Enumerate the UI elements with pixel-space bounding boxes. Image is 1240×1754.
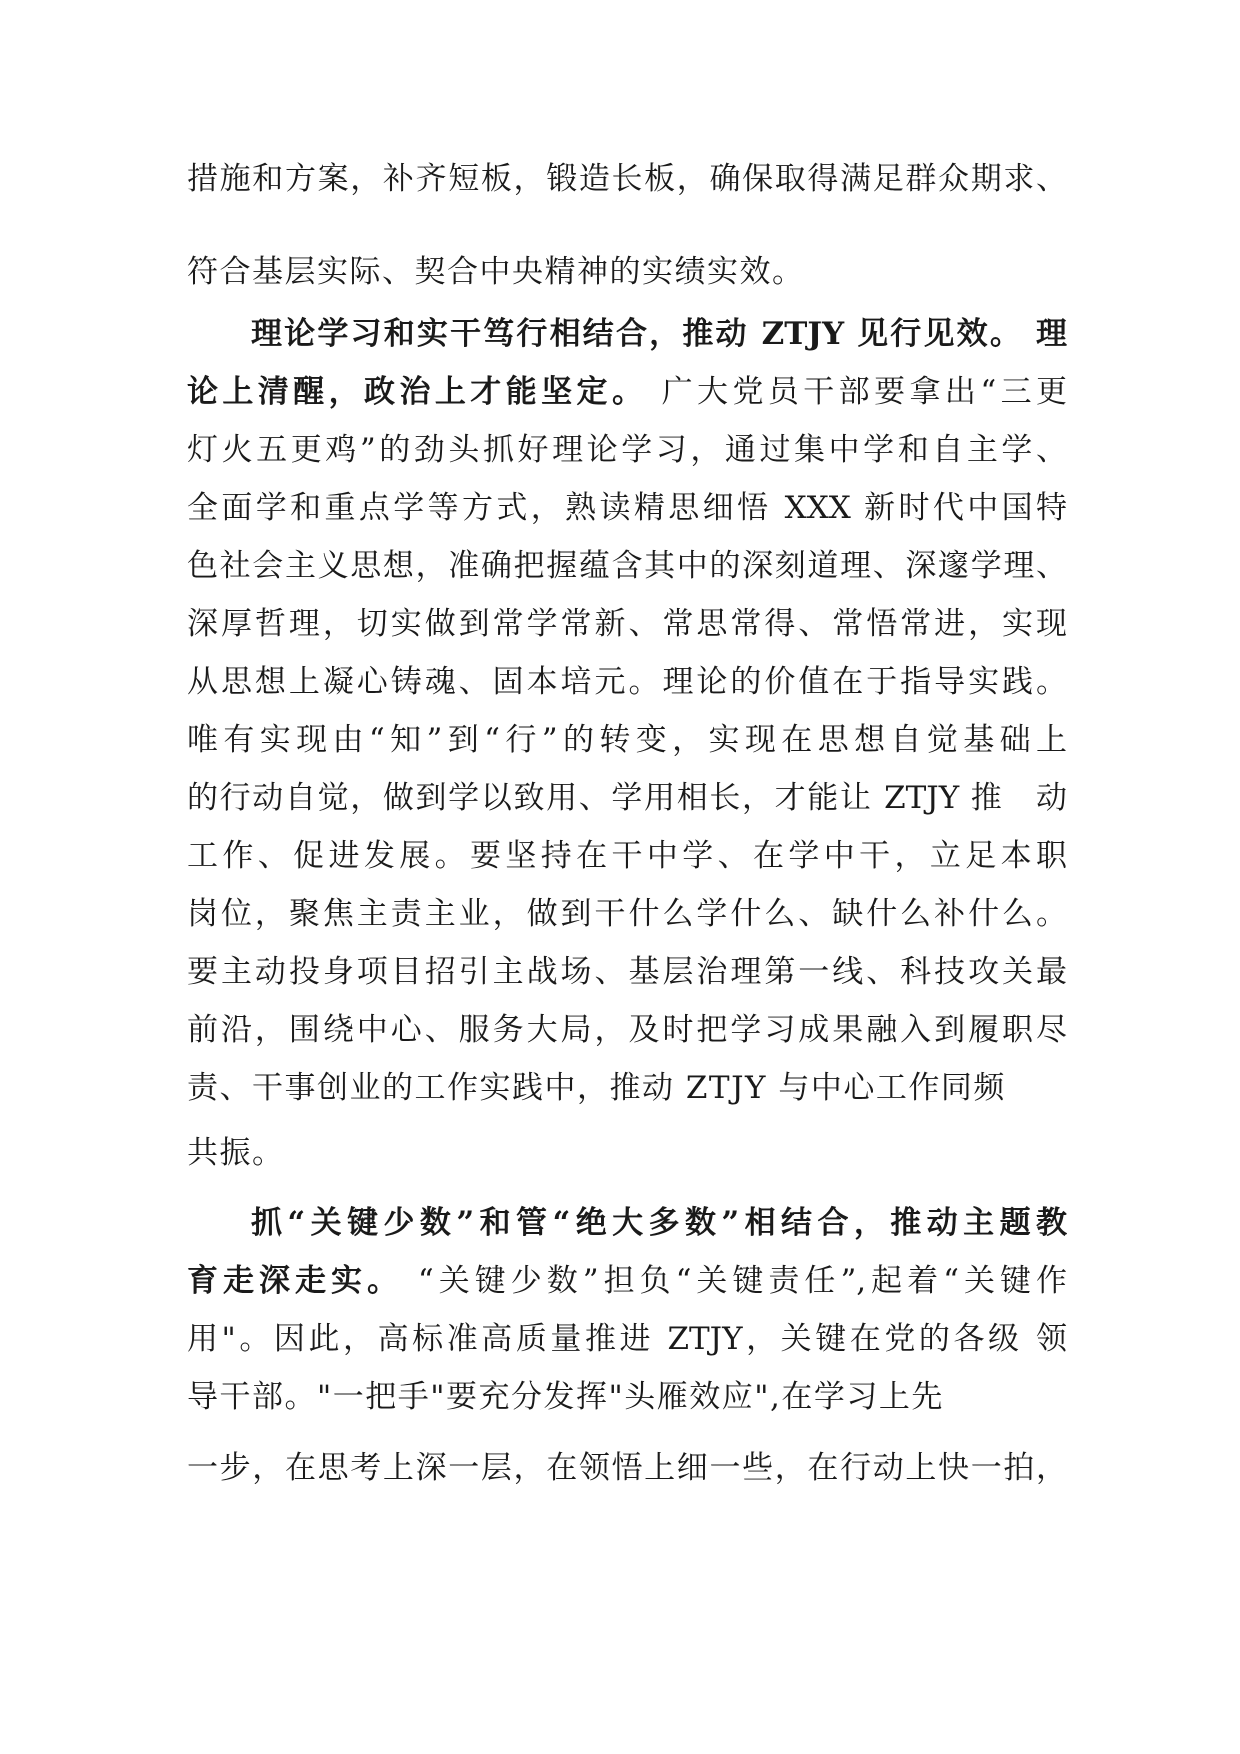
para2-line12: 要主动投身项目招引主战场、基层治理第一线、科技攻关最 [187,954,1067,990]
para3-line2-rest: “关键少数”担负“关键责任”,起着“关键作 [403,1263,1067,1299]
para2-line5: 色社会主义思想，准确把握蕴含其中的深刻道理、深邃学理、 [187,548,1067,584]
para2-heading-line2: 论上清醒，政治上才能坚定。 [187,374,648,410]
para2-line10: 工作、促进发展。要坚持在干中学、在学中干，立足本职 [187,838,1067,874]
para1-line2: 符合基层实际、契合中央精神的实绩实效。 [187,254,805,290]
para2-line2-rest: 广大党员干部要拿出“三更 [647,374,1068,410]
para1-line1: 措施和方案，补齐短板，锻造长板，确保取得满足群众期求、 [187,161,1067,197]
para3-heading-line2: 育走深走实。 [187,1263,404,1299]
para2-line9: 的行动自觉，做到学以致用、学用相长，才能让 ZTJY 推 动 [187,780,1067,816]
para2-line13: 前沿，围绕中心、服务大局，及时把学习成果融入到履职尽 [187,1012,1067,1048]
para3-line2 [187,1261,1067,1301]
para2-line8: 唯有实现由“知”到“行”的转变，实现在思想自觉基础上 [187,722,1067,758]
para3-line5: 一步，在思考上深一层，在领悟上细一些，在行动上快一拍， [187,1450,1067,1486]
para2-line6: 深厚哲理，切实做到常学常新、常思常得、常悟常进，实现 [187,606,1067,642]
para2-line11: 岗位，聚焦主责主业，做到干什么学什么、缺什么补什么。 [187,896,1067,932]
para2-line3: 灯火五更鸡”的劲头抓好理论学习，通过集中学和自主学、 [187,432,1067,468]
para2-line15: 共振。 [187,1135,285,1171]
para3-line3: 用"。因此，高标准高质量推进 ZTJY，关键在党的各级 领 [187,1321,1067,1357]
para2-line14: 责、干事创业的工作实践中，推动 ZTJY 与中心工作同频 [187,1070,1006,1106]
para2-line7: 从思想上凝心铸魂、固本培元。理论的价值在于指导实践。 [187,664,1067,700]
para3-line4: 导干部。"一把手"要充分发挥"头雁效应",在学习上先 [187,1379,944,1415]
para2-line2 [187,372,1067,412]
para3-heading-line1: 抓“关键少数”和管“绝大多数”相结合，推动主题教 [251,1205,1067,1241]
para2-heading-line1: 理论学习和实干笃行相结合，推动 ZTJY 见行见效。 理 [251,316,1067,352]
para2-line4: 全面学和重点学等方式，熟读精思细悟 XXX 新时代中国特 [187,490,1067,526]
